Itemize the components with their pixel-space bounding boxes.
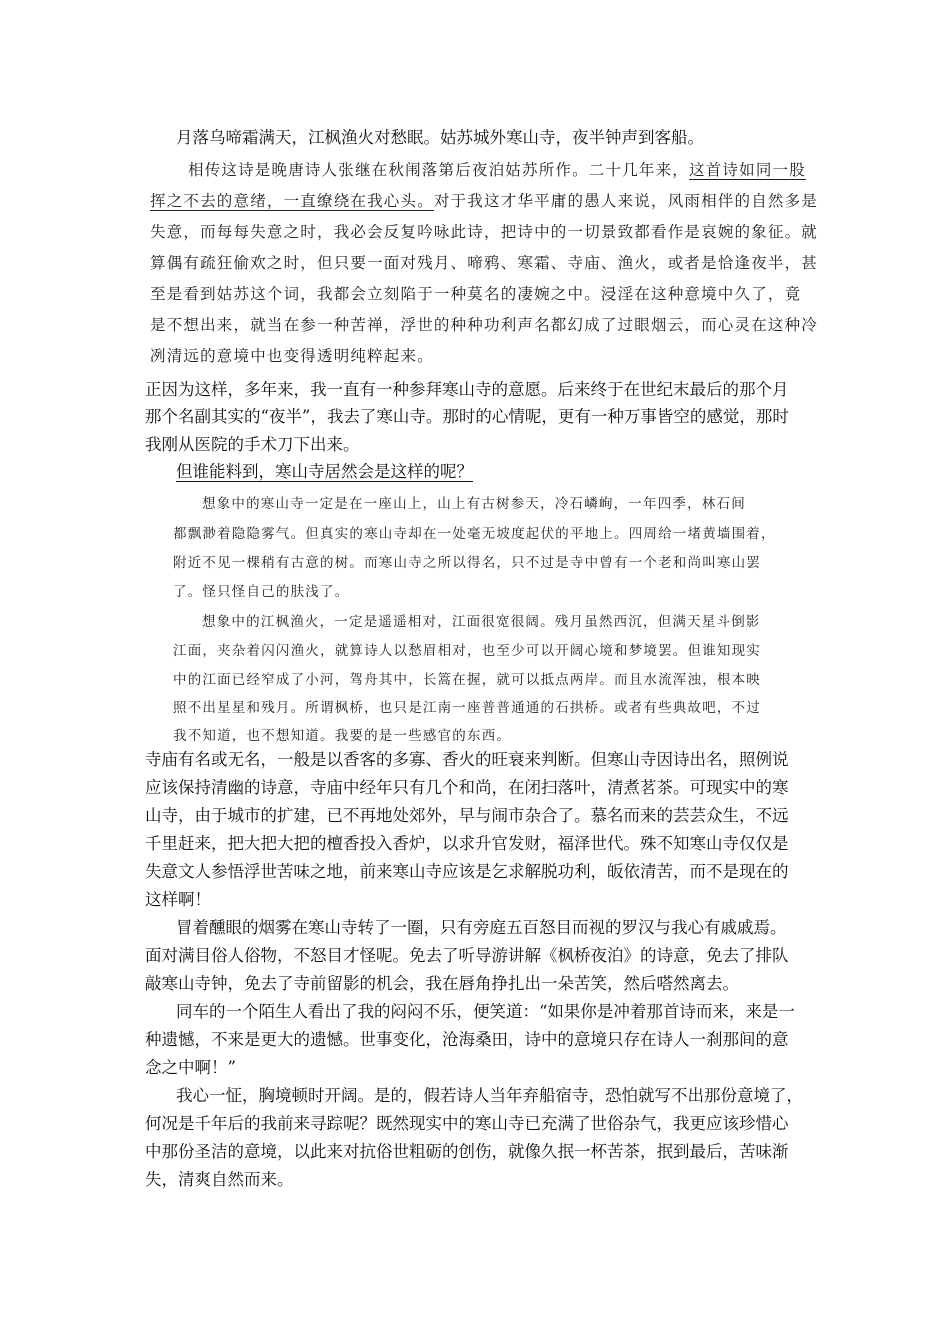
temple-line-5: 失意文人参悟浮世苦味之地，前来寒山寺应该是乞求解脱功利，皈依清苦，而不是现在的: [145, 862, 789, 881]
intro-line-7: 冽清远的意境中也变得透明纯粹起来。: [150, 347, 434, 365]
ending-line-2: 何况是千年后的我前来寻踪呢？既然现实中的寒山寺已充满了世俗杂气，我更应该珍惜心: [145, 1114, 789, 1133]
imagine1-line-1: 想象中的寒山寺一定是在一座山上，山上有古树参天，冷石嶙峋，一年四季，林石间: [202, 496, 746, 512]
temple-line-2: 应该保持清幽的诗意，寺庙中经年只有几个和尚，在闭扫落叶，清煮茗茶。可现实中的寒: [145, 778, 789, 797]
ending-line-3: 中那份圣洁的意境，以此来对抗俗世粗砺的创伤，就像久抿一杯苦茶，抿到最后，苦味渐: [145, 1142, 789, 1161]
ending-line-4: 失，清爽自然而来。: [145, 1170, 294, 1189]
intro-underlined-phrase-a: 这首诗如同一股: [689, 161, 806, 179]
stranger-line-2: 种遗憾，不来是更大的遗憾。世事变化，沧海桑田，诗中的意境只存在诗人一刹那间的意: [145, 1030, 789, 1049]
imagine1-line-3: 附近不见一棵稍有古意的树。而寒山寺之所以得名，只不过是寺中曾有一个老和尚叫寒山罢: [173, 555, 761, 571]
intro-line-1: [188, 158, 806, 180]
intro-line-2-b: 对于我这才华平庸的愚人来说，风雨相伴的自然多是: [433, 192, 819, 210]
intro-line-4: 算偶有疏狂偷欢之时，但只要一面对残月、啼鸦、寒霜、寺庙、渔火，或者是恰逢夜半，甚: [150, 254, 819, 272]
imagine2-line-2: 江面，夹杂着闪闪渔火，就算诗人以愁眉相对，也至少可以开阔心境和梦境罢。但谁知现实: [173, 643, 761, 659]
temple-line-1: 寺庙有名或无名，一般是以香客的多寡、香火的旺衰来判断。但寒山寺因诗出名，照例说: [145, 750, 789, 769]
para2-line-2: 那个名副其实的“夜半”，我去了寒山寺。那时的心情呢，更有一种万事皆空的感觉，那时: [145, 407, 789, 426]
intro-line-6: 是不想出来，就当在参一种苦禅，浮世的种种功利声名都幻成了过眼烟云，而心灵在这种冷: [150, 316, 819, 334]
circle-line-2: 面对满目俗人俗物，不怒目才怪呢。免去了听导游讲解《枫桥夜泊》的诗意，免去了排队: [145, 946, 789, 965]
question-line: 但谁能料到，寒山寺居然会是这样的呢？: [176, 462, 473, 481]
para2-line-3: 我刚从医院的手术刀下出来。: [145, 435, 360, 454]
circle-line-3: 敲寒山寺钟，免去了寺前留影的机会，我在唇角挣扎出一朵苦笑，然后嗒然离去。: [145, 974, 739, 993]
intro-line-1-a: 相传这诗是晚唐诗人张继在秋闱落第后夜泊姑苏所作。二十几年来，: [188, 161, 690, 179]
temple-line-6: 这样啊！: [145, 890, 211, 909]
ending-line-1: 我心一怔，胸境顿时开阔。是的，假若诗人当年弃船宿寺，恐怕就写不出那份意境了，: [176, 1086, 803, 1105]
intro-line-3: 失意，而每每失意之时，我必会反复吟咏此诗，把诗中的一切景致都看作是哀婉的象征。就: [150, 223, 819, 241]
imagine2-line-5: 我不知道，也不想知道。我要的是一些感官的东西。: [173, 728, 512, 744]
imagine1-line-4: 了。怪只怪自己的肤浅了。: [173, 584, 350, 600]
circle-line-1: 冒着醺眼的烟雾在寒山寺转了一圈，只有旁庭五百怒目而视的罗汉与我心有戚戚焉。: [176, 918, 787, 937]
para2-line-1: 正因为这样，多年来，我一直有一种参拜寒山寺的意愿。后来终于在世纪末最后的那个月: [145, 380, 789, 399]
temple-line-4: 千里赶来，把大把大把的檀香投入香炉，以求升官发财，福泽世代。殊不知寒山寺仅仅是: [145, 834, 789, 853]
imagine2-line-4: 照不出星星和残月。所谓枫桥，也只是江南一座普普通通的石拱桥。或者有些典故吧，不过: [173, 700, 761, 716]
imagine2-line-3: 中的江面已经窄成了小河，驾舟其中，长篙在握，就可以抵点两岸。而且水流浑浊，根本映: [173, 672, 761, 688]
intro-line-2: [150, 189, 818, 211]
intro-line-5: 至是看到姑苏这个词，我都会立刻陷于一种莫名的凄婉之中。浸淫在这种意境中久了，竟: [150, 285, 802, 303]
temple-line-3: 山寺，由于城市的扩建，已不再地处郊外，早与闹市杂合了。慕名而来的芸芸众生，不远: [145, 806, 789, 825]
imagine1-line-2: 都飘渺着隐隐雾气。但真实的寒山寺却在一处毫无坡度起伏的平地上。四周给一堵黄墙围着，: [173, 526, 776, 542]
stranger-line-3: 念之中啊！”: [145, 1058, 236, 1077]
poem-line: 月落乌啼霜满天，江枫渔火对愁眠。姑苏城外寒山寺，夜半钟声到客船。: [176, 128, 704, 147]
intro-underlined-phrase-b: 挥之不去的意绪，一直缭绕在我心头。: [150, 192, 434, 210]
stranger-line-1: 同车的一个陌生人看出了我的闷闷不乐，便笑道：“如果你是冲着那首诗而来，来是一: [176, 1002, 795, 1021]
imagine2-line-1: 想象中的江枫渔火，一定是遥遥相对，江面很宽很阔。残月虽然西沉，但满天星斗倒影: [202, 614, 761, 630]
